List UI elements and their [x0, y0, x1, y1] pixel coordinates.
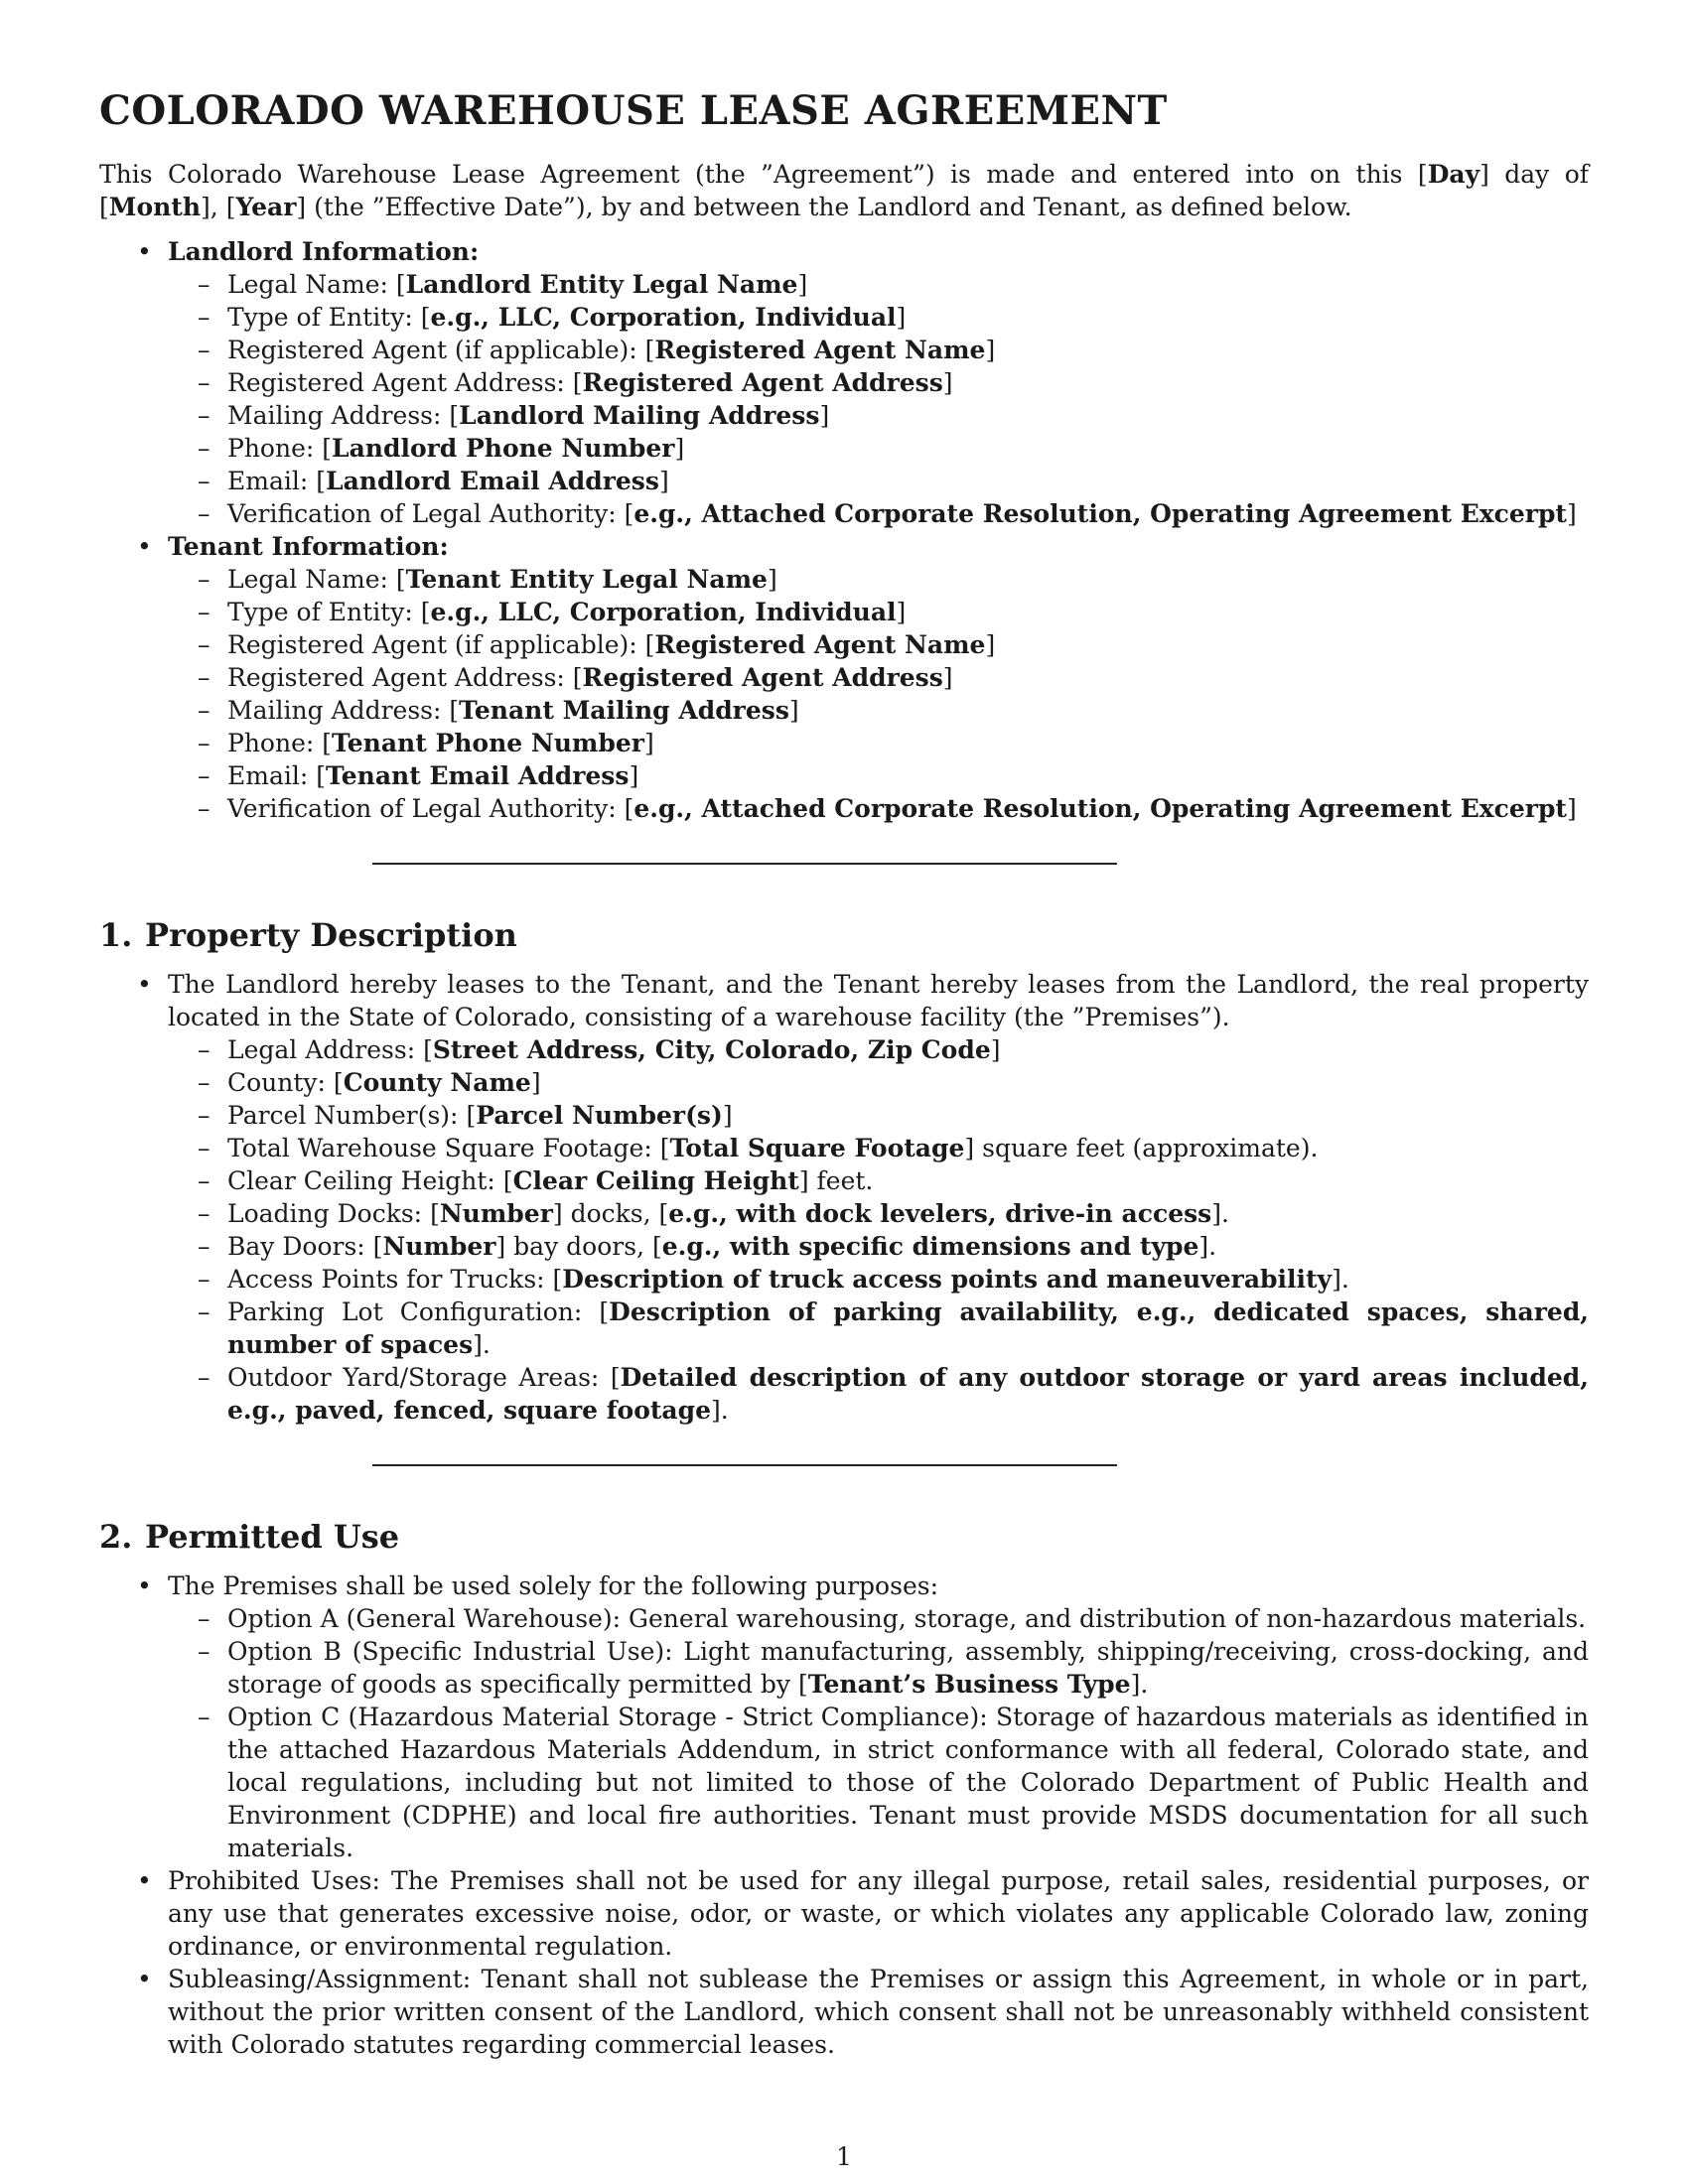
list-item: – Email: [Landlord Email Address]	[168, 465, 1589, 497]
landlord-info: • Landlord Information: – Legal Name: [Landlord Entity Legal Name] – Type of Entity: [e.g., LLC, Corporation, Individual] – Registered Agent (if applicable): [Registered Agent Name] – Registered Agent Address: [Registered Agent Address] – Mailing Address: [Landlord Mailing Address] – Phone: [Landlord Phone Number] – Email: [Landlord Email Address] – Verification of Legal Authority: [e.g., Attached Corporate Resolution, Operating Agreement Excerpt]	[99, 235, 1589, 530]
list-item: – Clear Ceiling Height: [Clear Ceiling Height] feet.	[168, 1164, 1589, 1197]
list-item: – Access Points for Trucks: [Description of truck access points and maneuverability].	[168, 1263, 1589, 1296]
list-item: – Total Warehouse Square Footage: [Total Square Footage] square feet (approximate).	[168, 1132, 1589, 1164]
list-item: – Verification of Legal Authority: [e.g., Attached Corporate Resolution, Operating Agreement Excerpt]	[168, 497, 1589, 530]
list-item: – Mailing Address: [Tenant Mailing Address]	[168, 694, 1589, 727]
month-placeholder: Month	[108, 193, 202, 221]
list-item: • The Landlord hereby leases to the Tenant, and the Tenant hereby leases from the Landlord, the real property located in the State of Colorado, consisting of a warehouse facility (the ”Premises”). – Legal Address: [Street Address, City, Colorado, Zip Code] – County: [County Name] – Parcel Number(s): [Parcel Number(s)] – Total Warehouse Square Footage: [Total Square Footage] square feet (approximate). – Clear Ceiling Height: [Clear Ceiling Height] feet. – Loading Docks: [Number] docks, [e.g., with dock levelers, drive-in access]. – Bay Doors: [Number] bay doors, [e.g., with specific dimensions and type]. – Access Points for Trucks: [Description of truck access points and maneuverability]. – Parking Lot Configuration: [Description of parking availability, e.g., dedicated spaces, shared, number of spaces]. – Outdoor Yard/Storage Areas: [Detailed description of any outdoor storage or yard areas included, e.g., paved, fenced, square footage].	[99, 968, 1589, 1427]
list-item: • Prohibited Uses: The Premises shall not be used for any illegal purpose, retail sales, residential purposes, or any use that generates excessive noise, odor, or waste, or which violates any applicable Colorado law, zoning ordinance, or environmental regulation.	[99, 1864, 1589, 1963]
list-item: • Subleasing/Assignment: Tenant shall not sublease the Premises or assign this Agreement, in whole or in part, without the prior written consent of the Landlord, which consent shall not be unreasonably withheld consistent with Colorado statutes regarding commercial leases.	[99, 1963, 1589, 2061]
list-item: – Bay Doors: [Number] bay doors, [e.g., with specific dimensions and type].	[168, 1230, 1589, 1263]
list-item: – Type of Entity: [e.g., LLC, Corporation, Individual]	[168, 301, 1589, 334]
tenant-info: • Tenant Information: – Legal Name: [Tenant Entity Legal Name] – Type of Entity: [e.g., LLC, Corporation, Individual] – Registered Agent (if applicable): [Registered Agent Name] – Registered Agent Address: [Registered Agent Address] – Mailing Address: [Tenant Mailing Address] – Phone: [Tenant Phone Number] – Email: [Tenant Email Address] – Verification of Legal Authority: [e.g., Attached Corporate Resolution, Operating Agreement Excerpt]	[99, 530, 1589, 825]
list-item: – Parcel Number(s): [Parcel Number(s)]	[168, 1099, 1589, 1132]
year-placeholder: Year	[235, 193, 297, 221]
list-item: – Option C (Hazardous Material Storage - Strict Compliance): Storage of hazardous materials as identified in the attached Hazardous Materials Addendum, in strict conformance with all federal, Colorado state, and local regulations, including but not limited to those of the Colorado Department of Public Health and Environment (CDPHE) and local fire authorities. Tenant must provide MSDS documentation for all such materials.	[168, 1701, 1589, 1864]
list-item: – Registered Agent (if applicable): [Registered Agent Name]	[168, 334, 1589, 366]
page-number: 1	[836, 2142, 852, 2171]
permitted-use-list	[99, 1570, 1589, 2061]
property-list	[99, 968, 1589, 1427]
list-item: • The Premises shall be used solely for the following purposes: – Option A (General Warehouse): General warehousing, storage, and distribution of non-hazardous materials. – Option B (Specific Industrial Use): Light manufacturing, assembly, shipping/receiving, cross-docking, and storage of goods as specifically permitted by [Tenant’s Business Type]. – Option C (Hazardous Material Storage - Strict Compliance): Storage of hazardous materials as identified in the attached Hazardous Materials Addendum, in strict conformance with all federal, Colorado state, and local regulations, including but not limited to those of the Colorado Department of Public Health and Environment (CDPHE) and local fire authorities. Tenant must provide MSDS documentation for all such materials.	[99, 1570, 1589, 1864]
document-title: COLORADO WAREHOUSE LEASE AGREEMENT	[99, 87, 1168, 134]
list-item: – Verification of Legal Authority: [e.g., Attached Corporate Resolution, Operating Agreement Excerpt]	[168, 792, 1589, 825]
list-item: – Registered Agent (if applicable): [Registered Agent Name]	[168, 628, 1589, 661]
list-item: – Legal Address: [Street Address, City, Colorado, Zip Code]	[168, 1033, 1589, 1066]
list-item: – Phone: [Tenant Phone Number]	[168, 727, 1589, 759]
list-item: – Legal Name: [Tenant Entity Legal Name]	[168, 563, 1589, 596]
section-heading-property: 1. Property Description	[99, 916, 517, 954]
list-item: – County: [County Name]	[168, 1066, 1589, 1099]
intro-paragraph: This Colorado Warehouse Lease Agreement (the ”Agreement”) is made and entered into on this [Day] day of [Month], [Year] (the ”Effective Date”), by and between the Landlord and Tenant, as defined below.	[99, 160, 1590, 221]
list-item: – Phone: [Landlord Phone Number]	[168, 432, 1589, 465]
list-item: – Email: [Tenant Email Address]	[168, 759, 1589, 792]
section-divider	[372, 863, 1117, 865]
list-item: – Registered Agent Address: [Registered Agent Address]	[168, 661, 1589, 694]
section-heading-permitted-use: 2. Permitted Use	[99, 1518, 400, 1556]
document-page	[99, 87, 1589, 2061]
list-item: – Parking Lot Configuration: [Description of parking availability, e.g., dedicated spaces, shared, number of spaces].	[168, 1296, 1589, 1361]
list-item: – Type of Entity: [e.g., LLC, Corporation, Individual]	[168, 596, 1589, 628]
list-item: – Legal Name: [Landlord Entity Legal Name]	[168, 268, 1589, 301]
list-item: – Registered Agent Address: [Registered Agent Address]	[168, 366, 1589, 399]
list-item: – Option A (General Warehouse): General warehousing, storage, and distribution of non-hazardous materials.	[168, 1602, 1589, 1635]
list-item: – Loading Docks: [Number] docks, [e.g., with dock levelers, drive-in access].	[168, 1197, 1589, 1230]
day-placeholder: Day	[1427, 160, 1480, 189]
list-item: – Option B (Specific Industrial Use): Light manufacturing, assembly, shipping/receiving, cross-docking, and storage of goods as specifically permitted by [Tenant’s Business Type].	[168, 1635, 1589, 1701]
list-item: – Mailing Address: [Landlord Mailing Address]	[168, 399, 1589, 432]
list-item: – Outdoor Yard/Storage Areas: [Detailed description of any outdoor storage or yard areas included, e.g., paved, fenced, square footage].	[168, 1361, 1589, 1427]
section-divider	[372, 1464, 1117, 1466]
parties-list	[99, 235, 1589, 825]
